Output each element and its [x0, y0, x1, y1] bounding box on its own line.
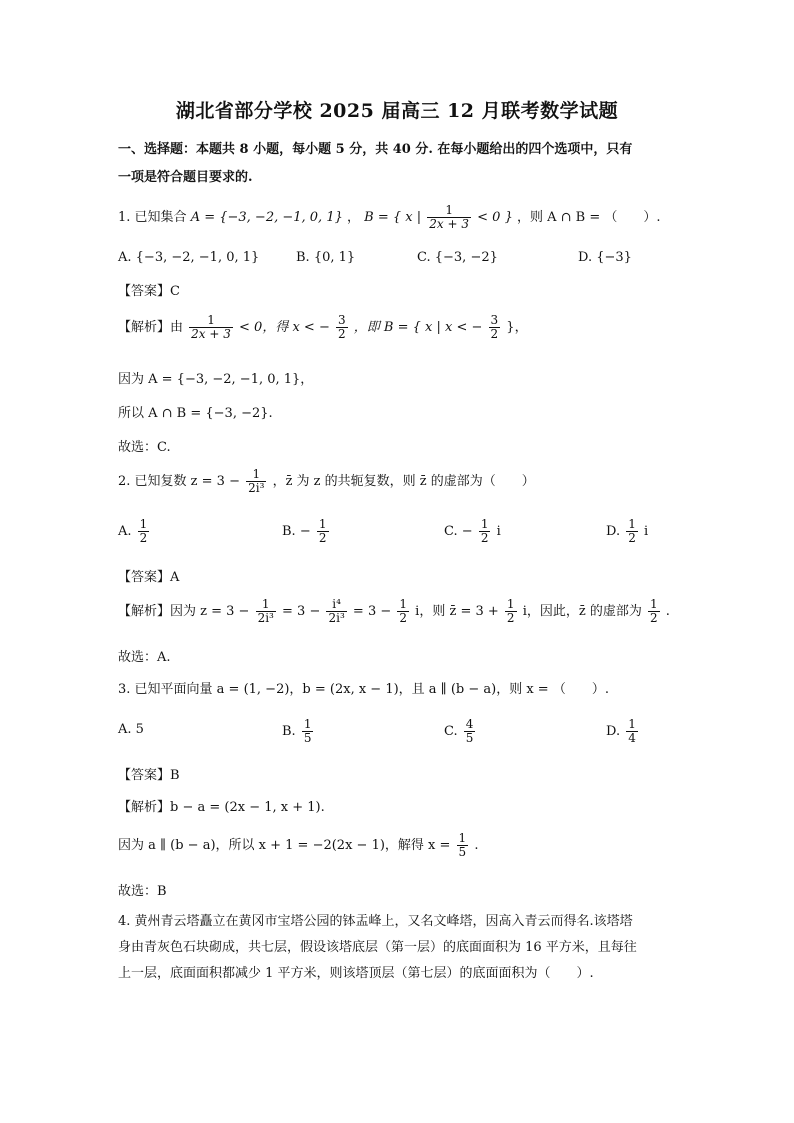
q3-stem: 3. 已知平面向量 a = (1, −2)，b = (2x, x − 1)，且 a ∥ (b − a)，则 x = （ ）. — [118, 682, 609, 697]
q2-stem-fraction — [246, 468, 266, 495]
q2-analysis-f4-den: 2 — [506, 611, 515, 625]
q2-answer: 【答案】A — [118, 570, 180, 585]
q3-answer: 【答案】B — [118, 768, 180, 783]
q1-analysis-numerator-2: 3 — [337, 313, 346, 327]
q1-stem-tail: ，则 A ∩ B = （ ）. — [517, 210, 661, 225]
q2-option-c-num: 1 — [480, 517, 489, 531]
q2-analysis-f3-num: 1 — [399, 597, 408, 611]
q3-option-c — [444, 718, 477, 745]
q2-analysis-f5-den: 2 — [649, 611, 658, 625]
section-heading-line2: 一项是符合题目要求的. — [118, 170, 253, 185]
q2-option-c-suffix: i — [496, 524, 501, 539]
q2-analysis-f5-num: 1 — [649, 597, 658, 611]
q1-analysis-numerator-3: 3 — [490, 313, 499, 327]
q2-analysis-fraction-5 — [648, 598, 660, 625]
q1-set-b-prefix: B = { x | — [364, 210, 422, 225]
q3-option-b — [282, 718, 315, 745]
q1-option-c: C. {−3, −2} — [417, 250, 498, 265]
q2-option-d-den: 2 — [628, 531, 636, 545]
q4-stem-line3: 上一层，底面面积都减少 1 平方米，则该塔顶层（第七层）的底面面积为（ ）. — [118, 966, 594, 981]
q2-analysis-lead: 【解析】因为 z = 3 − — [118, 604, 250, 619]
q2-option-a-den: 2 — [139, 531, 148, 545]
q2-analysis-f3-den: 2 — [399, 611, 408, 625]
q2-stem-tail: ，z̄ 为 z 的共轭复数，则 z̄ 的虚部为（ ） — [272, 474, 535, 489]
q1-analysis-tail: }， — [506, 320, 528, 335]
q2-analysis-f1-den: 2i³ — [257, 611, 274, 625]
q3-option-d-label: D. — [606, 724, 621, 739]
q3-option-d-den: 4 — [628, 731, 636, 745]
q1-analysis-fraction-2 — [336, 314, 348, 341]
q2-stem — [118, 468, 535, 495]
q1-set-a: A = {−3, −2, −1, 0, 1} — [190, 210, 343, 225]
q1-analysis — [118, 314, 528, 341]
page-title: 湖北省部分学校 2025 届高三 12 月联考数学试题 — [175, 100, 619, 122]
q2-option-a — [118, 518, 151, 545]
q2-option-c-den: 2 — [480, 531, 489, 545]
q3-analysis-num: 1 — [458, 831, 467, 845]
q2-analysis-f1-num: 1 — [256, 598, 276, 612]
q2-choice: 故选：A. — [118, 650, 171, 665]
q2-stem-denominator: 2i³ — [248, 481, 265, 495]
q2-option-a-fraction — [138, 518, 150, 545]
q3-option-b-label: B. — [282, 724, 296, 739]
q2-option-b — [282, 518, 331, 545]
q3-option-a-label: A. 5 — [118, 722, 144, 737]
q2-option-b-den: 2 — [318, 531, 327, 545]
q2-analysis-eq1: = 3 − — [282, 604, 321, 619]
q4-stem-line1: 4. 黄州青云塔矗立在黄冈市宝塔公园的钵盂峰上，又名文峰塔，因高入青云而得名.该塔塔 — [118, 914, 633, 929]
q3-analysis-line1: 【解析】b − a = (2x − 1, x + 1). — [118, 800, 325, 815]
q2-analysis-result: i，因此，z̄ 的虚部为 — [522, 604, 642, 619]
q1-set-b-numerator: 1 — [427, 204, 471, 218]
q2-analysis — [118, 598, 670, 625]
q2-option-c-fraction — [479, 518, 491, 545]
q1-stem — [118, 204, 661, 231]
q3-option-d — [606, 718, 640, 745]
q3-analysis-line2 — [118, 832, 478, 859]
q2-analysis-f2-den: 2i³ — [328, 611, 345, 625]
q2-option-a-num: 1 — [139, 517, 148, 531]
q1-option-a: A. {−3, −2, −1, 0, 1} — [118, 250, 260, 265]
q1-analysis-line2: 因为 A = {−3, −2, −1, 0, 1}， — [118, 372, 314, 387]
q1-analysis-fraction-3 — [489, 314, 501, 341]
q1-choice: 故选：C. — [118, 440, 171, 455]
q2-analysis-fraction-3 — [397, 598, 409, 625]
q2-option-d — [606, 518, 648, 545]
q2-analysis-conj: i，则 z̄ = 3 + — [415, 604, 499, 619]
q3-option-b-fraction — [302, 718, 314, 745]
q1-option-b: B. {0, 1} — [296, 250, 356, 265]
q3-analysis-den: 5 — [458, 845, 467, 859]
q3-option-b-den: 5 — [303, 731, 312, 745]
q3-option-b-num: 1 — [303, 717, 312, 731]
q1-analysis-denominator: 2x + 3 — [191, 327, 231, 341]
q2-analysis-fraction-2 — [326, 598, 346, 625]
q2-option-b-fraction — [317, 518, 329, 545]
q1-analysis-mid: < 0，得 x < − — [239, 320, 330, 335]
q3-option-d-fraction — [626, 718, 638, 745]
q3-analysis-fraction — [457, 832, 469, 859]
q2-option-a-label: A. — [118, 524, 132, 539]
q1-option-d: D. {−3} — [578, 250, 632, 265]
q3-option-c-label: C. — [444, 724, 458, 739]
q1-stem-lead: 1. 已知集合 — [118, 210, 187, 225]
q2-analysis-fraction-1 — [256, 598, 276, 625]
q2-option-c — [444, 518, 501, 545]
q2-analysis-fraction-4 — [505, 598, 517, 625]
q2-analysis-f4-num: 1 — [506, 597, 515, 611]
q2-analysis-f2-num: i⁴ — [326, 598, 346, 612]
q3-choice: 故选：B — [118, 884, 167, 899]
q2-option-d-label: D. — [606, 524, 621, 539]
q3-option-c-den: 5 — [465, 731, 474, 745]
section-heading-line1: 一、选择题：本题共 8 小题，每小题 5 分，共 40 分. 在每小题给出的四个选项中，只有 — [118, 142, 633, 157]
q1-set-b-fraction — [427, 204, 471, 231]
q1-analysis-set: ，即 B = { x | x < − — [353, 320, 483, 335]
q1-answer: 【答案】C — [118, 284, 180, 299]
q2-option-b-num: 1 — [318, 517, 327, 531]
q3-option-c-num: 4 — [465, 717, 474, 731]
q2-option-d-suffix: i — [644, 524, 649, 539]
q3-analysis-text: 因为 a ∥ (b − a)，所以 x + 1 = −2(2x − 1)，解得 x = — [118, 838, 451, 853]
q1-comma: ， — [347, 210, 361, 225]
q2-option-b-label: B. — [282, 524, 296, 539]
q2-option-c-label: C. — [444, 524, 458, 539]
q2-option-b-sign: − — [299, 524, 311, 539]
q3-option-a — [118, 722, 144, 737]
q1-analysis-fraction — [189, 314, 233, 341]
q1-analysis-line3: 所以 A ∩ B = {−3, −2}. — [118, 406, 273, 421]
q3-analysis-end: . — [474, 838, 479, 853]
q1-analysis-denominator-2: 2 — [337, 327, 346, 341]
q2-stem-lead: 2. 已知复数 z = 3 − — [118, 474, 240, 489]
q2-analysis-eq2: = 3 − — [352, 604, 392, 619]
q1-analysis-numerator: 1 — [189, 314, 233, 328]
q2-option-d-fraction — [626, 518, 638, 545]
q2-analysis-end: . — [665, 604, 670, 619]
q2-option-c-sign: − — [461, 524, 473, 539]
q3-option-d-num: 1 — [628, 717, 636, 731]
q1-analysis-lead: 【解析】由 — [118, 320, 184, 335]
q3-option-c-fraction — [464, 718, 476, 745]
q4-stem-line2: 身由青灰色石块砌成，共七层，假设该塔底层（第一层）的底面面积为 16 平方米，且每往 — [118, 940, 637, 955]
q1-set-b-suffix: < 0 } — [477, 210, 513, 225]
q2-option-d-num: 1 — [628, 517, 636, 531]
q1-analysis-denominator-3: 2 — [490, 327, 499, 341]
q1-set-b-denominator: 2x + 3 — [429, 217, 470, 231]
q2-stem-numerator: 1 — [246, 468, 266, 482]
